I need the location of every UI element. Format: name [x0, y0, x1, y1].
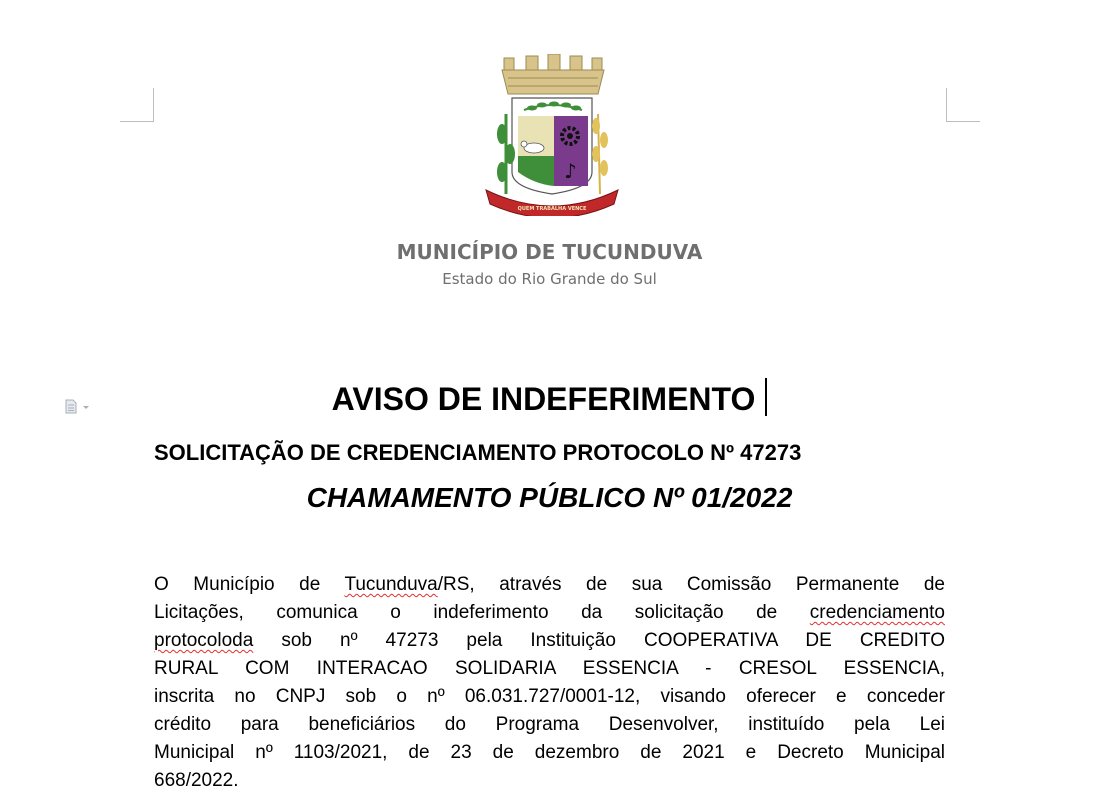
municipality-title: MUNICÍPIO DE TUCUNDUVA [396, 240, 703, 264]
body-line: RURAL COM INTERACAO SOLIDARIA ESSENCIA - CRESOL ESSENCIA, [154, 658, 945, 679]
crop-mark-top-left [120, 88, 154, 122]
state-subtitle: Estado do Rio Grande do Sul [442, 270, 657, 288]
municipal-crest [478, 54, 626, 216]
body-line: protocoloda sob nº 47273 pela Instituição COOPERATIVA DE CREDITO [154, 630, 945, 651]
spelling-flagged-word: Tucunduva [344, 574, 438, 595]
body-line: O Município de Tucunduva/RS, através de sua Comissão Permanente de [154, 574, 945, 595]
spelling-flagged-word: protocoloda [154, 630, 254, 651]
crop-mark-top-right [946, 88, 980, 122]
body-line: 668/2022. [154, 770, 239, 791]
text-cursor [765, 378, 767, 416]
body-line: inscrita no CNPJ sob o nº 06.031.727/0001-12, visando oferecer e conceder [154, 686, 945, 707]
body-line: Licitações, comunica o indeferimento da solicitação de credenciamento [154, 602, 945, 623]
notice-body [154, 571, 945, 795]
notice-subtitle: SOLICITAÇÃO DE CREDENCIAMENTO PROTOCOLO Nº 47273 [154, 440, 802, 465]
notice-title-text: AVISO DE INDEFERIMENTO [331, 381, 756, 417]
notice-title [0, 378, 1099, 418]
body-line: Municipal nº 1103/2021, de 23 de dezembro de 2021 e Decreto Municipal [154, 742, 945, 763]
body-line: crédito para beneficiários do Programa Desenvolver, instituído pela Lei [154, 714, 945, 735]
svg-text:♪: ♪ [564, 159, 577, 183]
spelling-flagged-word: credenciamento [809, 602, 945, 623]
crest-motto: QUEM TRABALHA VENCE [517, 206, 587, 212]
public-call-title: CHAMAMENTO PÚBLICO Nº 01/2022 [306, 482, 793, 513]
